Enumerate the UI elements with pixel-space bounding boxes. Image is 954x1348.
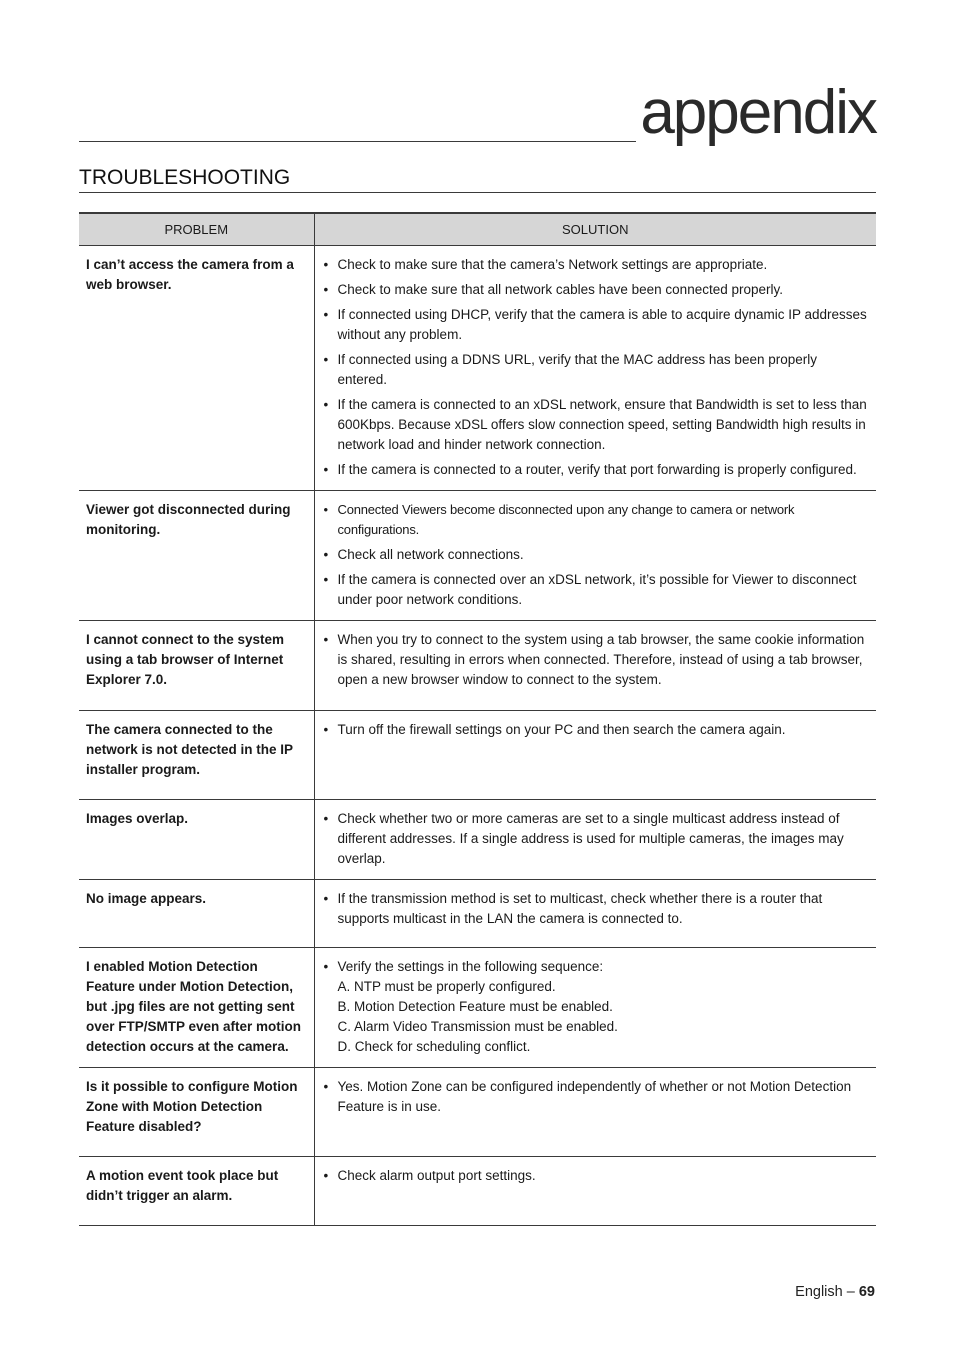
problem-cell: I enabled Motion Detection Feature under Motion Detection, but .jpg files are not getting sent over FTP/SMTP even after motion detection occurs at the camera. xyxy=(79,948,314,1068)
troubleshooting-table xyxy=(79,212,876,1226)
table-row xyxy=(79,948,876,1068)
solution-item: • If the camera is connected to an xDSL network, ensure that Bandwidth is set to less than 600Kbps. Because xDSL offers slow connection speed, setting Bandwidth high results in network load and hinder network connection. xyxy=(323,395,871,455)
table-row xyxy=(79,491,876,621)
solution-item: • Check whether two or more cameras are set to a single multicast address instead of different addresses. If a single address is used for multiple cameras, the images may overlap. xyxy=(323,809,871,869)
chapter-title: appendix xyxy=(636,82,876,144)
problem-cell: A motion event took place but didn’t trigger an alarm. xyxy=(79,1157,314,1226)
solution-item: • Check to make sure that all network cables have been connected properly. xyxy=(323,280,871,300)
table-row xyxy=(79,880,876,948)
problem-cell: I cannot connect to the system using a tab browser of Internet Explorer 7.0. xyxy=(79,621,314,711)
table-row xyxy=(79,1068,876,1157)
page-number: 69 xyxy=(858,1284,875,1300)
solution-item: • Check alarm output port settings. xyxy=(323,1166,871,1186)
solution-item: • Yes. Motion Zone can be configured independently of whether or not Motion Detection Feature is in use. xyxy=(323,1077,871,1117)
solution-cell xyxy=(314,1068,876,1157)
problem-cell: Is it possible to configure Motion Zone with Motion Detection Feature disabled? xyxy=(79,1068,314,1157)
solution-cell xyxy=(314,246,876,491)
solution-cell xyxy=(314,621,876,711)
solution-item: • Connected Viewers become disconnected upon any change to camera or network configurations. xyxy=(323,500,871,540)
solution-item: • Check to make sure that the camera’s Network settings are appropriate. xyxy=(323,255,871,275)
header-problem: PROBLEM xyxy=(79,213,314,246)
solution-cell xyxy=(314,880,876,948)
sub-item: C. Alarm Video Transmission must be enabled. xyxy=(337,1019,618,1034)
sub-item: A. NTP must be properly configured. xyxy=(337,979,556,994)
table-row xyxy=(79,800,876,880)
solution-item: • If the camera is connected to a router, verify that port forwarding is properly configured. xyxy=(323,460,871,480)
footer-language: English xyxy=(795,1284,843,1300)
table-row xyxy=(79,621,876,711)
solution-cell xyxy=(314,711,876,800)
solution-item: • When you try to connect to the system using a tab browser, the same cookie information is shared, resulting in errors when connected. Therefore, instead of using a tab browser, open a new browser window to connect to the system. xyxy=(323,630,871,690)
table-row xyxy=(79,246,876,491)
footer-separator: – xyxy=(846,1284,855,1300)
solution-item: • Turn off the firewall settings on your PC and then search the camera again. xyxy=(323,720,871,740)
solution-item: • If the transmission method is set to multicast, check whether there is a router that supports multicast in the LAN the camera is connected to. xyxy=(323,889,871,929)
solution-cell xyxy=(314,948,876,1068)
header-solution: SOLUTION xyxy=(314,213,876,246)
problem-cell: No image appears. xyxy=(79,880,314,948)
section-title: TROUBLESHOOTING xyxy=(79,166,291,189)
table-header-row xyxy=(79,213,876,246)
table-row xyxy=(79,711,876,800)
problem-cell: I can’t access the camera from a web browser. xyxy=(79,246,314,491)
page-footer xyxy=(795,1284,875,1300)
solution-item: • Check all network connections. xyxy=(323,545,871,565)
table-row xyxy=(79,1157,876,1226)
section-rule xyxy=(79,192,876,193)
solution-item: • If the camera is connected over an xDSL network, it’s possible for Viewer to disconnect under poor network conditions. xyxy=(323,570,871,610)
solution-item xyxy=(323,957,871,1057)
solution-cell xyxy=(314,491,876,621)
problem-cell: The camera connected to the network is not detected in the IP installer program. xyxy=(79,711,314,800)
sub-item: D. Check for scheduling conflict. xyxy=(337,1039,531,1054)
solution-item: • If connected using DHCP, verify that the camera is able to acquire dynamic IP addresses without any problem. xyxy=(323,305,871,345)
sub-item: B. Motion Detection Feature must be enabled. xyxy=(337,999,613,1014)
solution-text: Verify the settings in the following sequence: xyxy=(337,959,604,974)
problem-cell: Images overlap. xyxy=(79,800,314,880)
solution-item: • If connected using a DDNS URL, verify that the MAC address has been properly entered. xyxy=(323,350,871,390)
problem-cell: Viewer got disconnected during monitoring. xyxy=(79,491,314,621)
solution-cell xyxy=(314,1157,876,1226)
solution-cell xyxy=(314,800,876,880)
